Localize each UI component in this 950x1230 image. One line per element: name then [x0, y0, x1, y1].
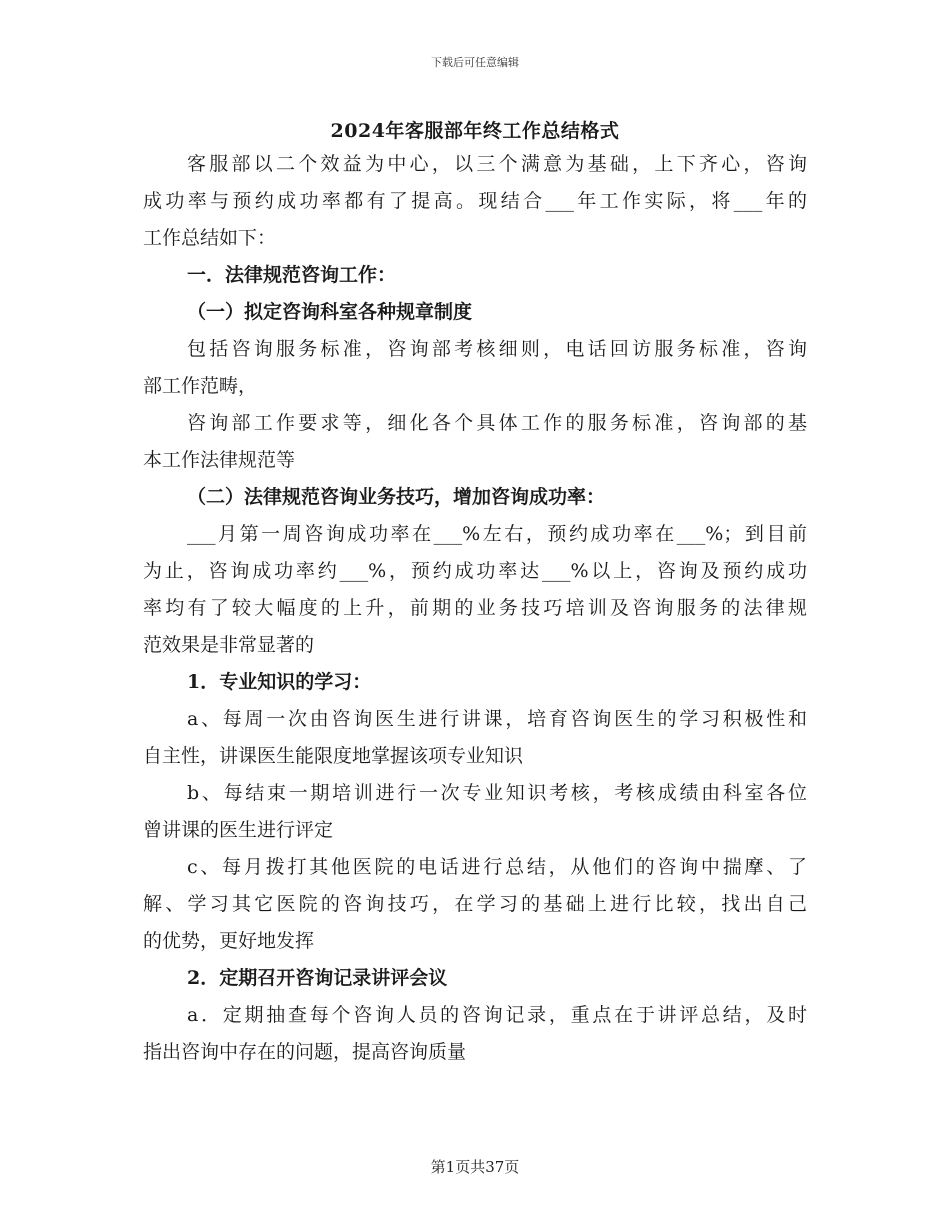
numbered-heading: 2．定期召开咨询记录讲评会议	[187, 967, 448, 989]
body-line: 率均有了较大幅度的上升，前期的业务技巧培训及咨询服务的法律规	[143, 597, 807, 619]
body-line: 部工作范畴，	[143, 375, 258, 397]
section-heading: 一．法律规范咨询工作：	[187, 264, 397, 286]
body-line: c、每月拨打其他医院的电话进行总结，从他们的咨询中揣摩、了	[187, 856, 807, 878]
body-line: a．定期抽查每个咨询人员的咨询记录，重点在于讲评总结，及时	[187, 1004, 807, 1026]
body-line: ___月第一周咨询成功率在___%左右，预约成功率在___%；到目前	[187, 523, 807, 545]
body-line: a、每周一次由咨询医生进行讲课，培育咨询医生的学习积极性和	[187, 708, 807, 730]
page-footer: 第1页共37页	[430, 1158, 520, 1176]
subsection-heading: （一）拟定咨询科室各种规章制度	[187, 301, 473, 323]
document-body	[143, 146, 807, 1071]
body-line: 的优势，更好地发挥	[143, 930, 315, 952]
body-line: 指出咨询中存在的问题，提高咨询质量	[143, 1041, 467, 1063]
body-line: 客服部以二个效益为中心，以三个满意为基础，上下齐心，咨询	[187, 153, 807, 175]
body-line: 成功率与预约成功率都有了提高。现结合___年工作实际，将___年的	[143, 190, 807, 212]
document-title: 2024年客服部年终工作总结格式	[330, 120, 620, 142]
numbered-heading: 1．专业知识的学习：	[187, 671, 372, 693]
body-line: 为止，咨询成功率约___%，预约成功率达___%以上，咨询及预约成功	[143, 560, 807, 582]
body-line: 包括咨询服务标准，咨询部考核细则，电话回访服务标准，咨询	[187, 338, 807, 360]
body-line: b、每结束一期培训进行一次专业知识考核，考核成绩由科室各位	[187, 782, 807, 804]
body-line: 曾讲课的医生进行评定	[143, 819, 334, 841]
body-line: 咨询部工作要求等，细化各个具体工作的服务标准，咨询部的基	[187, 412, 807, 434]
subsection-heading: （二）法律规范咨询业务技巧，增加咨询成功率：	[187, 486, 606, 508]
body-line: 工作总结如下：	[143, 227, 277, 249]
body-line: 本工作法律规范等	[143, 449, 296, 471]
header-note: 下载后可任意编辑	[431, 56, 519, 69]
body-line: 解、学习其它医院的咨询技巧，在学习的基础上进行比较，找出自己	[143, 893, 807, 915]
body-line: 自主性，讲课医生能限度地掌握该项专业知识	[143, 745, 524, 767]
body-line: 范效果是非常显著的	[143, 634, 315, 656]
